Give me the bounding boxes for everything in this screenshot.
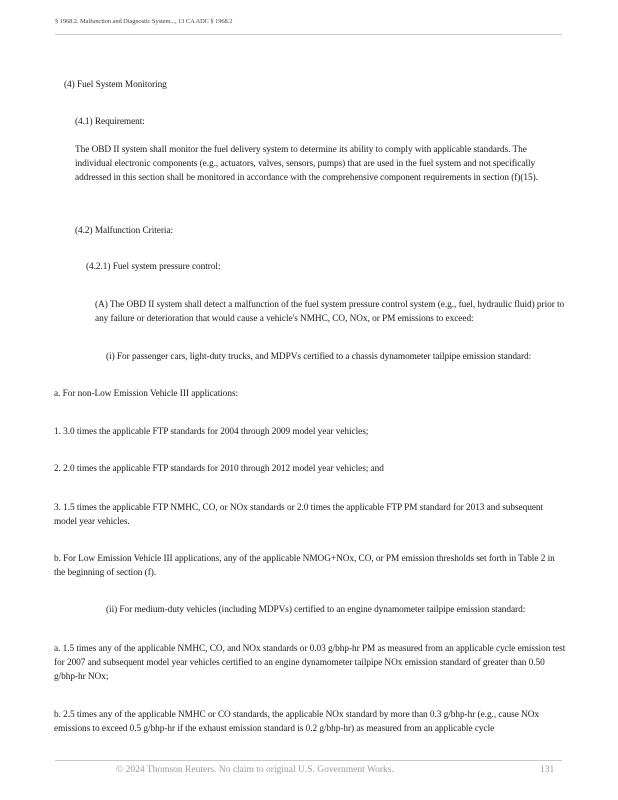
section-4-heading: (4) Fuel System Monitoring [64,80,167,90]
item-i-body: (i) For passenger cars, light-duty trucks, and MDPVs certified to a chassis dynamometer tailpipe emission standard: [106,352,532,362]
item-a-non-lev3: a. For non-Low Emission Vehicle III applications: [54,389,239,399]
section-4-1-body: The OBD II system shall monitor the fuel delivery system to determine its ability to comply with applicable standards. The individual electronic components (e.g., actuators, valves, sensors, pumps) that are used in the fuel system and not specifically addressed in this section shall be monitored in accordance with the comprehensive component requirements in section (f)(15). [75,145,538,183]
item-ii-body: (ii) For medium-duty vehicles (including MDPVs) certified to an engine dynamometer tailpipe emission standard: [106,605,526,615]
section-4-2-heading: (4.2) Malfunction Criteria: [75,226,174,236]
header-divider [55,34,562,35]
running-head: § 1968.2. Malfunction and Diagnostic System..., 13 CA ADC § 1968.2 [55,18,233,25]
section-4-2-1-heading: (4.2.1) Fuel system pressure control: [86,262,221,272]
item-3: 3. 1.5 times the applicable FTP NMHC, CO, or NOx standards or 2.0 times the applicable FTP PM standard for 2013 and subsequent model year vehicles. [54,503,544,527]
item-1: 1. 3.0 times the applicable FTP standards for 2004 through 2009 model year vehicles; [54,427,369,437]
copyright-notice: © 2024 Thomson Reuters. No claim to original U.S. Government Works. [116,765,394,775]
page-number: 131 [540,765,555,775]
item-2: 2. 2.0 times the applicable FTP standards for 2010 through 2012 model year vehicles; and [54,464,384,474]
footer-divider [55,760,562,761]
item-b-lev3: b. For Low Emission Vehicle III applications, any of the applicable NMOG+NOx, CO, or PM emission thresholds set forth in Table 2 in the beginning of section (f). [54,554,555,578]
section-4-1-heading: (4.1) Requirement: [75,117,145,127]
item-b-medium-duty: b. 2.5 times any of the applicable NMHC or CO standards, the applicable NOx standard by more than 0.3 g/bhp-hr (e.g., cause NOx emissions to exceed 0.5 g/bhp-hr if the exhaust emission standard is 0.2 g/bhp-hr) as measured from an applicable cycle [54,710,539,734]
item-a-medium-duty: a. 1.5 times any of the applicable NMHC, CO, and NOx standards or 0.03 g/bhp-hr PM as measured from an applicable cycle emission test for 2007 and subsequent model year vehicles certified to an engine dynamometer tailpipe NOx emission standard of greater than 0.50 g/bhp-hr NOx; [54,644,566,682]
subsection-a-body: (A) The OBD II system shall detect a malfunction of the fuel system pressure control system (e.g., fuel, hydraulic fluid) prior to any failure or deterioration that would cause a vehicle's NMHC, CO, NOx, or PM emissions to exceed: [95,300,565,324]
